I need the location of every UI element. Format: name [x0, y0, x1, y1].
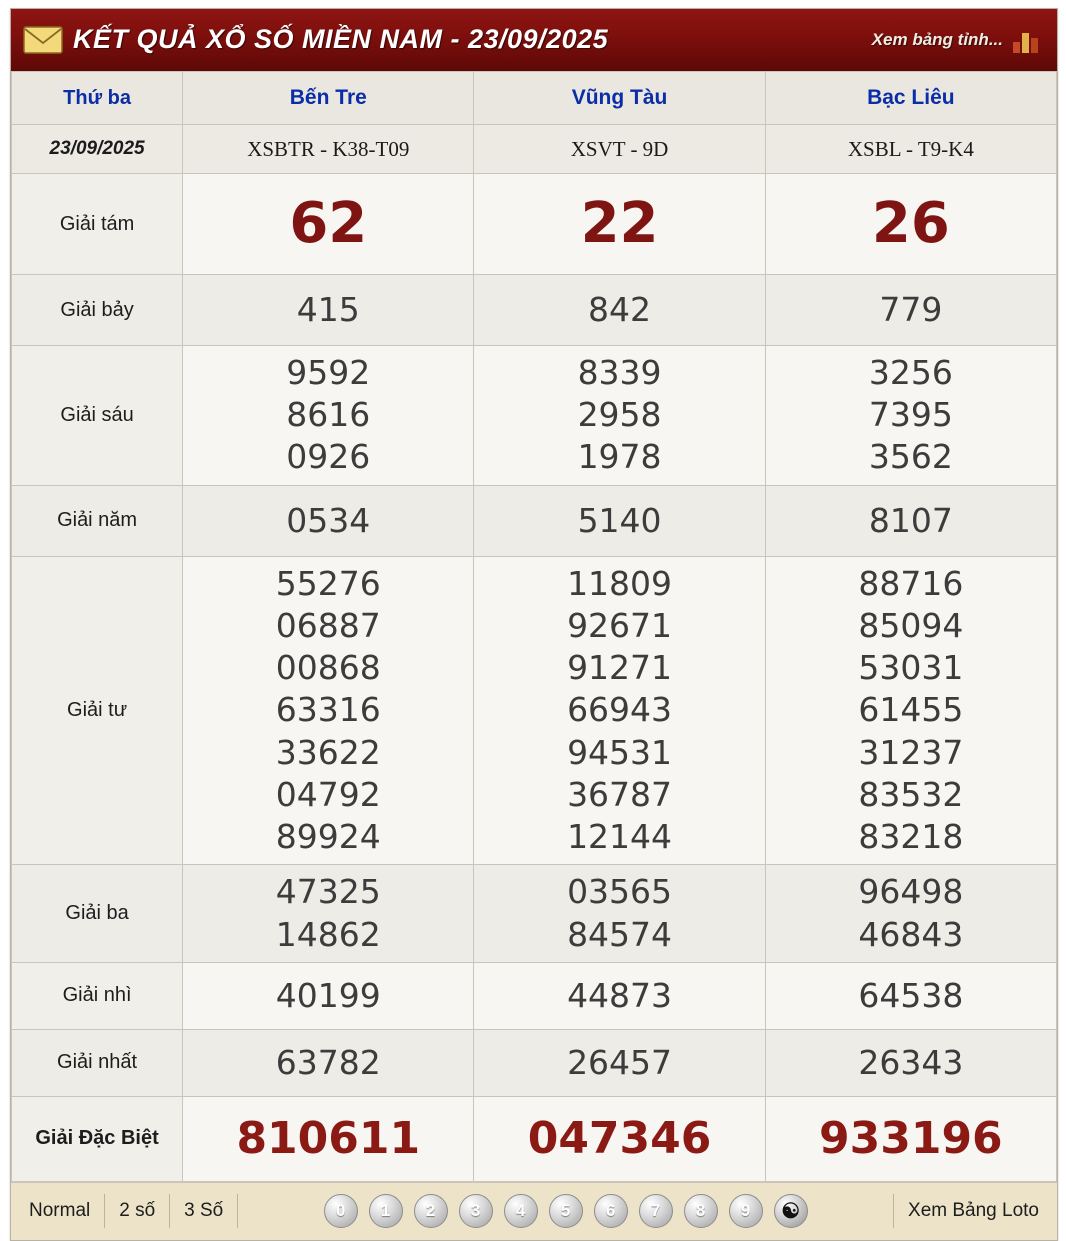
- table-row: [12, 962, 1057, 1029]
- prize-numbers: 47325 14862: [183, 865, 474, 962]
- prize-numbers: 8107: [765, 485, 1056, 556]
- prize-numbers: 44873: [474, 962, 765, 1029]
- table-row: [12, 485, 1057, 556]
- digit-ball-3[interactable]: 3: [459, 1194, 493, 1228]
- prize-label: Giải nhì: [12, 962, 183, 1029]
- prize-numbers: 3256 7395 3562: [765, 346, 1056, 486]
- prize-numbers: 415: [183, 275, 474, 346]
- prize-numbers: 26: [765, 174, 1056, 275]
- digit-filter-group: [238, 1194, 893, 1228]
- prize-numbers: 64538: [765, 962, 1056, 1029]
- digit-ball-2[interactable]: 2: [414, 1194, 448, 1228]
- mode-button-three-digit[interactable]: 3 Số: [170, 1194, 238, 1228]
- prize-numbers: 047346: [474, 1096, 765, 1181]
- digit-ball-0[interactable]: 0: [324, 1194, 358, 1228]
- digit-ball-7[interactable]: 7: [639, 1194, 673, 1228]
- weekday-header: Thứ ba: [12, 72, 183, 125]
- table-row: [12, 556, 1057, 865]
- prize-numbers: 842: [474, 275, 765, 346]
- prize-label: Giải nhất: [12, 1029, 183, 1096]
- prize-numbers: 9592 8616 0926: [183, 346, 474, 486]
- prize-numbers: 5140: [474, 485, 765, 556]
- prize-numbers: 26343: [765, 1029, 1056, 1096]
- mail-icon[interactable]: [21, 24, 65, 56]
- prize-numbers: 40199: [183, 962, 474, 1029]
- prize-numbers: 88716 85094 53031 61455 31237 83532 83218: [765, 556, 1056, 865]
- prize-label: Giải năm: [12, 485, 183, 556]
- header-right-group: [872, 27, 1047, 53]
- prize-numbers: 810611: [183, 1096, 474, 1181]
- prize-numbers: 933196: [765, 1096, 1056, 1181]
- prize-label: Giải bảy: [12, 275, 183, 346]
- prize-numbers: 8339 2958 1978: [474, 346, 765, 486]
- province-code-2: XSBL - T9-K4: [765, 125, 1056, 174]
- prize-numbers: 63782: [183, 1029, 474, 1096]
- province-header-1[interactable]: Vũng Tàu: [474, 72, 765, 125]
- yin-yang-icon[interactable]: ☯: [774, 1194, 808, 1228]
- prize-numbers: 779: [765, 275, 1056, 346]
- prize-label: Giải tám: [12, 174, 183, 275]
- table-row: [12, 1029, 1057, 1096]
- panel-header: [11, 9, 1057, 71]
- table-row: [12, 346, 1057, 486]
- table-row: [12, 174, 1057, 275]
- prize-numbers: 0534: [183, 485, 474, 556]
- view-province-table-link[interactable]: Xem bảng tỉnh...: [871, 29, 1003, 49]
- page-title: KẾT QUẢ XỔ SỐ MIỀN NAM - 23/09/2025: [73, 24, 609, 54]
- table-row: [12, 275, 1057, 346]
- prize-label: Giải ba: [12, 865, 183, 962]
- bar-chart-icon[interactable]: [1013, 27, 1041, 53]
- results-table: [11, 71, 1057, 1182]
- prize-numbers: 62: [183, 174, 474, 275]
- mode-button-two-digit[interactable]: 2 số: [105, 1194, 170, 1228]
- prize-label: Giải sáu: [12, 346, 183, 486]
- panel-footer: [11, 1182, 1057, 1240]
- prize-numbers: 11809 92671 91271 66943 94531 36787 12144: [474, 556, 765, 865]
- province-code-0: XSBTR - K38-T09: [183, 125, 474, 174]
- province-header-0[interactable]: Bến Tre: [183, 72, 474, 125]
- digit-ball-5[interactable]: 5: [549, 1194, 583, 1228]
- digit-ball-1[interactable]: 1: [369, 1194, 403, 1228]
- prize-numbers: 26457: [474, 1029, 765, 1096]
- digit-ball-8[interactable]: 8: [684, 1194, 718, 1228]
- view-loto-table-link[interactable]: Xem Bảng Loto: [893, 1194, 1049, 1228]
- prize-numbers: 55276 06887 00868 63316 33622 04792 89924: [183, 556, 474, 865]
- table-row: [12, 865, 1057, 962]
- table-row: [12, 1096, 1057, 1181]
- prize-numbers: 03565 84574: [474, 865, 765, 962]
- digit-ball-9[interactable]: 9: [729, 1194, 763, 1228]
- prize-label: Giải tư: [12, 556, 183, 865]
- table-header-row: [12, 72, 1057, 125]
- lottery-result-panel: [10, 8, 1058, 1241]
- prize-label: Giải Đặc Biệt: [12, 1096, 183, 1181]
- digit-ball-6[interactable]: 6: [594, 1194, 628, 1228]
- province-header-2[interactable]: Bạc Liêu: [765, 72, 1056, 125]
- province-code-1: XSVT - 9D: [474, 125, 765, 174]
- prize-numbers: 96498 46843: [765, 865, 1056, 962]
- prize-numbers: 22: [474, 174, 765, 275]
- table-subheader-row: [12, 125, 1057, 174]
- mode-button-normal[interactable]: Normal: [19, 1194, 105, 1228]
- digit-ball-4[interactable]: 4: [504, 1194, 538, 1228]
- draw-date: 23/09/2025: [12, 125, 183, 174]
